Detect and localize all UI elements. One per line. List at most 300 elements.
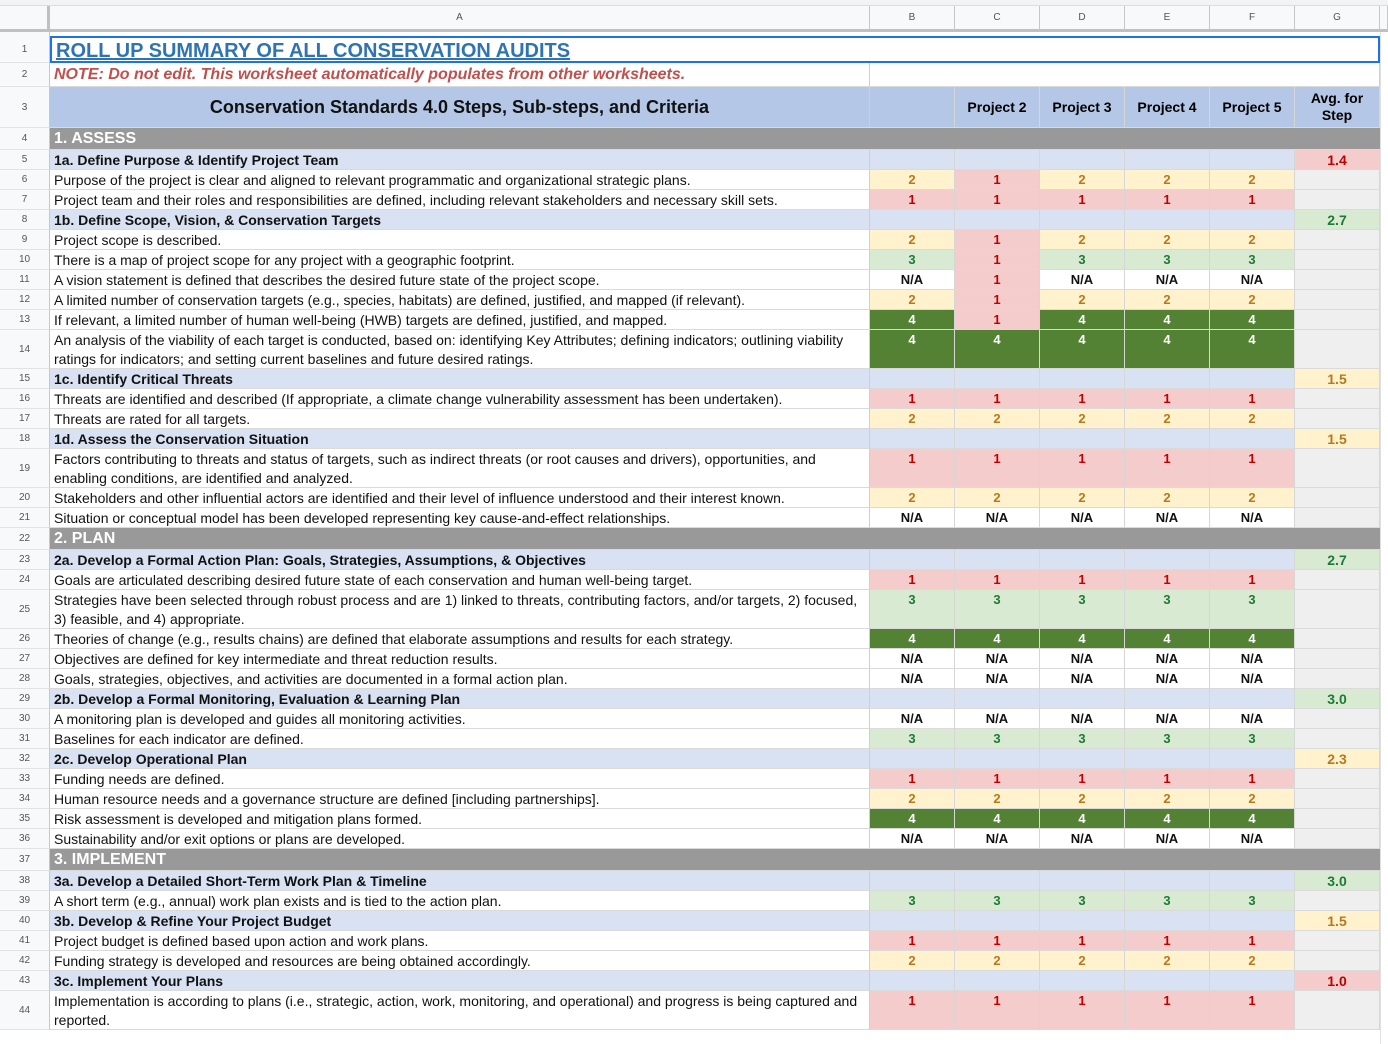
criterion-label[interactable]: [50, 590, 870, 629]
score-cell[interactable]: [870, 150, 955, 170]
criterion-label[interactable]: [50, 991, 870, 1030]
avg-for-step-header[interactable]: [1295, 87, 1380, 128]
criterion-label[interactable]: [50, 190, 870, 210]
score-cell[interactable]: [955, 809, 1040, 829]
score-cell[interactable]: [870, 931, 955, 951]
avg-cell-empty[interactable]: [1295, 488, 1380, 508]
step-heading[interactable]: [50, 849, 1380, 871]
score-cell[interactable]: [1210, 250, 1295, 270]
score-cell[interactable]: [1040, 150, 1125, 170]
score-cell[interactable]: [1210, 769, 1295, 789]
score-cell[interactable]: [870, 389, 955, 409]
score-cell[interactable]: [1040, 891, 1125, 911]
substep-heading[interactable]: [50, 210, 870, 230]
score-cell[interactable]: [870, 629, 955, 649]
score-cell[interactable]: [955, 330, 1040, 369]
score-cell[interactable]: [870, 871, 955, 891]
score-cell[interactable]: [1125, 190, 1210, 210]
score-cell[interactable]: [870, 250, 955, 270]
score-cell[interactable]: [1040, 270, 1125, 290]
score-cell[interactable]: [1210, 429, 1295, 449]
score-cell[interactable]: [870, 991, 955, 1030]
score-cell[interactable]: [955, 590, 1040, 629]
criterion-label[interactable]: [50, 951, 870, 971]
score-cell[interactable]: [955, 449, 1040, 488]
score-cell[interactable]: [1040, 508, 1125, 528]
score-cell[interactable]: [1040, 330, 1125, 369]
step-heading[interactable]: [50, 128, 1380, 150]
substep-heading[interactable]: [50, 971, 870, 991]
score-cell[interactable]: [870, 310, 955, 330]
avg-cell-empty[interactable]: [1295, 951, 1380, 971]
score-cell[interactable]: [1125, 488, 1210, 508]
score-cell[interactable]: [1210, 330, 1295, 369]
score-cell[interactable]: [870, 749, 955, 769]
score-cell[interactable]: [1210, 951, 1295, 971]
score-cell[interactable]: [1210, 871, 1295, 891]
score-cell[interactable]: [1040, 871, 1125, 891]
score-cell[interactable]: [955, 290, 1040, 310]
column-header-b[interactable]: [870, 6, 955, 32]
avg-cell-empty[interactable]: [1295, 629, 1380, 649]
avg-cell-empty[interactable]: [1295, 270, 1380, 290]
score-cell[interactable]: [955, 369, 1040, 389]
score-cell[interactable]: [1210, 590, 1295, 629]
avg-score[interactable]: [1295, 429, 1380, 449]
avg-cell-empty[interactable]: [1295, 409, 1380, 429]
criterion-label[interactable]: [50, 570, 870, 590]
sheet-note[interactable]: [50, 63, 870, 87]
avg-cell-empty[interactable]: [1295, 709, 1380, 729]
avg-cell-empty[interactable]: [1295, 570, 1380, 590]
score-cell[interactable]: [1040, 230, 1125, 250]
substep-heading[interactable]: [50, 911, 870, 931]
row-number-35[interactable]: 35: [0, 809, 50, 829]
score-cell[interactable]: [1040, 429, 1125, 449]
step-heading[interactable]: [50, 528, 1380, 550]
project-header-3[interactable]: [1040, 87, 1125, 128]
score-cell[interactable]: [870, 789, 955, 809]
avg-cell-empty[interactable]: [1295, 729, 1380, 749]
column-header-c[interactable]: [955, 6, 1040, 32]
score-cell[interactable]: [1125, 971, 1210, 991]
row-number-17[interactable]: 17: [0, 409, 50, 429]
score-cell[interactable]: [1210, 170, 1295, 190]
score-cell[interactable]: [1040, 369, 1125, 389]
score-cell[interactable]: [955, 649, 1040, 669]
score-cell[interactable]: [1040, 911, 1125, 931]
score-cell[interactable]: [1040, 769, 1125, 789]
row-number-14[interactable]: 14: [0, 330, 50, 369]
score-cell[interactable]: [1210, 310, 1295, 330]
criterion-label[interactable]: [50, 290, 870, 310]
score-cell[interactable]: [1125, 508, 1210, 528]
score-cell[interactable]: [1210, 488, 1295, 508]
column-header-e[interactable]: [1125, 6, 1210, 32]
criterion-label[interactable]: [50, 250, 870, 270]
row-number-4[interactable]: 4: [0, 128, 50, 150]
score-cell[interactable]: [870, 488, 955, 508]
score-cell[interactable]: [1125, 749, 1210, 769]
criterion-label[interactable]: [50, 389, 870, 409]
score-cell[interactable]: [1125, 409, 1210, 429]
row-number-30[interactable]: 30: [0, 709, 50, 729]
score-cell[interactable]: [1040, 310, 1125, 330]
score-cell[interactable]: [1125, 729, 1210, 749]
row-number-41[interactable]: 41: [0, 931, 50, 951]
avg-score[interactable]: [1295, 689, 1380, 709]
avg-cell-empty[interactable]: [1295, 669, 1380, 689]
avg-cell-empty[interactable]: [1295, 230, 1380, 250]
row-number-32[interactable]: 32: [0, 749, 50, 769]
score-cell[interactable]: [1125, 809, 1210, 829]
score-cell[interactable]: [1125, 789, 1210, 809]
cell-b2[interactable]: [870, 63, 1380, 87]
row-number-28[interactable]: 28: [0, 669, 50, 689]
score-cell[interactable]: [1125, 769, 1210, 789]
score-cell[interactable]: [870, 669, 955, 689]
score-cell[interactable]: [1040, 590, 1125, 629]
score-cell[interactable]: [1125, 669, 1210, 689]
score-cell[interactable]: [870, 230, 955, 250]
score-cell[interactable]: [1040, 210, 1125, 230]
score-cell[interactable]: [955, 270, 1040, 290]
avg-score[interactable]: [1295, 150, 1380, 170]
project-header-5[interactable]: [1210, 87, 1295, 128]
substep-heading[interactable]: [50, 550, 870, 570]
avg-cell-empty[interactable]: [1295, 330, 1380, 369]
avg-cell-empty[interactable]: [1295, 250, 1380, 270]
score-cell[interactable]: [1125, 951, 1210, 971]
avg-cell-empty[interactable]: [1295, 931, 1380, 951]
avg-cell-empty[interactable]: [1295, 789, 1380, 809]
row-number-24[interactable]: 24: [0, 570, 50, 590]
score-cell[interactable]: [1210, 369, 1295, 389]
score-cell[interactable]: [1125, 649, 1210, 669]
score-cell[interactable]: [1210, 190, 1295, 210]
score-cell[interactable]: [1040, 809, 1125, 829]
avg-cell-empty[interactable]: [1295, 891, 1380, 911]
score-cell[interactable]: [1125, 570, 1210, 590]
score-cell[interactable]: [1040, 290, 1125, 310]
substep-heading[interactable]: [50, 871, 870, 891]
score-cell[interactable]: [955, 749, 1040, 769]
score-cell[interactable]: [870, 270, 955, 290]
score-cell[interactable]: [1125, 590, 1210, 629]
criterion-label[interactable]: [50, 829, 870, 849]
score-cell[interactable]: [955, 190, 1040, 210]
score-cell[interactable]: [955, 891, 1040, 911]
score-cell[interactable]: [955, 250, 1040, 270]
score-cell[interactable]: [1210, 931, 1295, 951]
column-header-g[interactable]: [1295, 6, 1380, 32]
criterion-label[interactable]: [50, 629, 870, 649]
score-cell[interactable]: [870, 951, 955, 971]
score-cell[interactable]: [955, 488, 1040, 508]
criterion-label[interactable]: [50, 769, 870, 789]
score-cell[interactable]: [870, 369, 955, 389]
row-number-31[interactable]: 31: [0, 729, 50, 749]
score-cell[interactable]: [1210, 709, 1295, 729]
row-number-43[interactable]: 43: [0, 971, 50, 991]
score-cell[interactable]: [1125, 871, 1210, 891]
score-cell[interactable]: [1040, 689, 1125, 709]
score-cell[interactable]: [870, 409, 955, 429]
row-number-15[interactable]: 15: [0, 369, 50, 389]
criterion-label[interactable]: [50, 508, 870, 528]
row-number-39[interactable]: 39: [0, 891, 50, 911]
substep-heading[interactable]: [50, 369, 870, 389]
substep-heading[interactable]: [50, 749, 870, 769]
avg-score[interactable]: [1295, 971, 1380, 991]
score-cell[interactable]: [1210, 749, 1295, 769]
score-cell[interactable]: [955, 931, 1040, 951]
row-number-27[interactable]: 27: [0, 649, 50, 669]
score-cell[interactable]: [870, 449, 955, 488]
score-cell[interactable]: [1125, 150, 1210, 170]
score-cell[interactable]: [870, 590, 955, 629]
row-number-11[interactable]: 11: [0, 270, 50, 290]
score-cell[interactable]: [1125, 689, 1210, 709]
score-cell[interactable]: [955, 829, 1040, 849]
score-cell[interactable]: [1125, 389, 1210, 409]
score-cell[interactable]: [1210, 789, 1295, 809]
score-cell[interactable]: [955, 429, 1040, 449]
score-cell[interactable]: [1125, 931, 1210, 951]
criterion-label[interactable]: [50, 789, 870, 809]
score-cell[interactable]: [870, 570, 955, 590]
score-cell[interactable]: [870, 829, 955, 849]
row-number-38[interactable]: 38: [0, 871, 50, 891]
avg-score[interactable]: [1295, 550, 1380, 570]
score-cell[interactable]: [1210, 689, 1295, 709]
score-cell[interactable]: [1125, 270, 1210, 290]
score-cell[interactable]: [955, 911, 1040, 931]
row-number-26[interactable]: 26: [0, 629, 50, 649]
score-cell[interactable]: [955, 669, 1040, 689]
criterion-label[interactable]: [50, 709, 870, 729]
score-cell[interactable]: [1210, 991, 1295, 1030]
score-cell[interactable]: [955, 230, 1040, 250]
score-cell[interactable]: [870, 971, 955, 991]
row-number-13[interactable]: 13: [0, 310, 50, 330]
row-number-44[interactable]: 44: [0, 991, 50, 1030]
score-cell[interactable]: [1125, 310, 1210, 330]
score-cell[interactable]: [1210, 150, 1295, 170]
criterion-label[interactable]: [50, 270, 870, 290]
score-cell[interactable]: [1210, 971, 1295, 991]
substep-heading[interactable]: [50, 429, 870, 449]
score-cell[interactable]: [1040, 629, 1125, 649]
row-number-42[interactable]: 42: [0, 951, 50, 971]
score-cell[interactable]: [870, 330, 955, 369]
score-cell[interactable]: [955, 310, 1040, 330]
select-all-corner[interactable]: [0, 6, 50, 32]
avg-cell-empty[interactable]: [1295, 991, 1380, 1030]
row-number-1[interactable]: 1: [0, 36, 50, 63]
score-cell[interactable]: [955, 789, 1040, 809]
score-cell[interactable]: [870, 911, 955, 931]
score-cell[interactable]: [1210, 729, 1295, 749]
score-cell[interactable]: [1040, 789, 1125, 809]
column-header-d[interactable]: [1040, 6, 1125, 32]
avg-cell-empty[interactable]: [1295, 389, 1380, 409]
score-cell[interactable]: [1040, 931, 1125, 951]
score-cell[interactable]: [1210, 449, 1295, 488]
avg-score[interactable]: [1295, 369, 1380, 389]
score-cell[interactable]: [1040, 749, 1125, 769]
row-number-19[interactable]: 19: [0, 449, 50, 488]
score-cell[interactable]: [1040, 951, 1125, 971]
score-cell[interactable]: [870, 429, 955, 449]
criterion-label[interactable]: [50, 230, 870, 250]
score-cell[interactable]: [1125, 170, 1210, 190]
score-cell[interactable]: [955, 871, 1040, 891]
score-cell[interactable]: [1040, 409, 1125, 429]
score-cell[interactable]: [1040, 449, 1125, 488]
score-cell[interactable]: [1040, 190, 1125, 210]
score-cell[interactable]: [1040, 729, 1125, 749]
score-cell[interactable]: [955, 409, 1040, 429]
score-cell[interactable]: [1125, 911, 1210, 931]
avg-cell-empty[interactable]: [1295, 829, 1380, 849]
score-cell[interactable]: [1210, 891, 1295, 911]
row-number-7[interactable]: 7: [0, 190, 50, 210]
criterion-label[interactable]: [50, 931, 870, 951]
score-cell[interactable]: [870, 891, 955, 911]
score-cell[interactable]: [955, 729, 1040, 749]
score-cell[interactable]: [1210, 550, 1295, 570]
row-number-21[interactable]: 21: [0, 508, 50, 528]
score-cell[interactable]: [1210, 809, 1295, 829]
score-cell[interactable]: [1210, 669, 1295, 689]
score-cell[interactable]: [1210, 290, 1295, 310]
score-cell[interactable]: [955, 550, 1040, 570]
criterion-label[interactable]: [50, 170, 870, 190]
row-number-22[interactable]: 22: [0, 528, 50, 550]
criterion-label[interactable]: [50, 310, 870, 330]
avg-score[interactable]: [1295, 911, 1380, 931]
score-cell[interactable]: [1125, 250, 1210, 270]
score-cell[interactable]: [870, 290, 955, 310]
score-cell[interactable]: [1125, 891, 1210, 911]
row-number-10[interactable]: 10: [0, 250, 50, 270]
avg-cell-empty[interactable]: [1295, 449, 1380, 488]
score-cell[interactable]: [870, 649, 955, 669]
score-cell[interactable]: [955, 991, 1040, 1030]
row-number-18[interactable]: 18: [0, 429, 50, 449]
criterion-label[interactable]: [50, 330, 870, 369]
sheet-title[interactable]: [50, 36, 1380, 63]
column-header-a[interactable]: [50, 6, 870, 32]
score-cell[interactable]: [955, 971, 1040, 991]
score-cell[interactable]: [1125, 290, 1210, 310]
score-cell[interactable]: [955, 170, 1040, 190]
score-cell[interactable]: [1125, 429, 1210, 449]
score-cell[interactable]: [1210, 508, 1295, 528]
avg-cell-empty[interactable]: [1295, 170, 1380, 190]
criterion-label[interactable]: [50, 891, 870, 911]
column-header-f[interactable]: [1210, 6, 1295, 32]
score-cell[interactable]: [955, 389, 1040, 409]
score-cell[interactable]: [1125, 709, 1210, 729]
score-cell[interactable]: [1040, 250, 1125, 270]
score-cell[interactable]: [1125, 629, 1210, 649]
row-number-9[interactable]: 9: [0, 230, 50, 250]
score-cell[interactable]: [1125, 210, 1210, 230]
score-cell[interactable]: [870, 709, 955, 729]
score-cell[interactable]: [1210, 389, 1295, 409]
criterion-label[interactable]: [50, 409, 870, 429]
row-number-8[interactable]: 8: [0, 210, 50, 230]
score-cell[interactable]: [1210, 629, 1295, 649]
score-cell[interactable]: [1040, 669, 1125, 689]
score-cell[interactable]: [1125, 550, 1210, 570]
criterion-label[interactable]: [50, 729, 870, 749]
score-cell[interactable]: [1040, 709, 1125, 729]
avg-cell-empty[interactable]: [1295, 590, 1380, 629]
score-cell[interactable]: [1210, 270, 1295, 290]
avg-cell-empty[interactable]: [1295, 649, 1380, 669]
row-number-5[interactable]: 5: [0, 150, 50, 170]
score-cell[interactable]: [955, 769, 1040, 789]
score-cell[interactable]: [870, 508, 955, 528]
row-number-20[interactable]: 20: [0, 488, 50, 508]
project-header-4[interactable]: [1125, 87, 1210, 128]
score-cell[interactable]: [1040, 170, 1125, 190]
score-cell[interactable]: [1210, 210, 1295, 230]
score-cell[interactable]: [955, 629, 1040, 649]
score-cell[interactable]: [870, 550, 955, 570]
score-cell[interactable]: [955, 210, 1040, 230]
avg-cell-empty[interactable]: [1295, 290, 1380, 310]
row-number-25[interactable]: 25: [0, 590, 50, 629]
score-cell[interactable]: [1210, 911, 1295, 931]
avg-cell-empty[interactable]: [1295, 809, 1380, 829]
criterion-label[interactable]: [50, 809, 870, 829]
score-cell[interactable]: [1040, 570, 1125, 590]
score-cell[interactable]: [1210, 570, 1295, 590]
substep-heading[interactable]: [50, 689, 870, 709]
row-number-36[interactable]: 36: [0, 829, 50, 849]
score-cell[interactable]: [955, 570, 1040, 590]
score-cell[interactable]: [1040, 649, 1125, 669]
project-header-1[interactable]: [870, 87, 955, 128]
score-cell[interactable]: [1040, 488, 1125, 508]
row-number-40[interactable]: 40: [0, 911, 50, 931]
row-number-2[interactable]: 2: [0, 63, 50, 87]
avg-score[interactable]: [1295, 749, 1380, 769]
avg-cell-empty[interactable]: [1295, 769, 1380, 789]
score-cell[interactable]: [1125, 991, 1210, 1030]
row-number-3[interactable]: 3: [0, 87, 50, 128]
criterion-label[interactable]: [50, 649, 870, 669]
score-cell[interactable]: [870, 689, 955, 709]
score-cell[interactable]: [1040, 550, 1125, 570]
score-cell[interactable]: [1125, 449, 1210, 488]
score-cell[interactable]: [955, 689, 1040, 709]
score-cell[interactable]: [955, 709, 1040, 729]
row-number-34[interactable]: 34: [0, 789, 50, 809]
row-number-12[interactable]: 12: [0, 290, 50, 310]
score-cell[interactable]: [870, 809, 955, 829]
score-cell[interactable]: [870, 210, 955, 230]
score-cell[interactable]: [1040, 991, 1125, 1030]
score-cell[interactable]: [1125, 829, 1210, 849]
score-cell[interactable]: [955, 951, 1040, 971]
score-cell[interactable]: [870, 170, 955, 190]
column-header-h[interactable]: [1380, 6, 1388, 32]
